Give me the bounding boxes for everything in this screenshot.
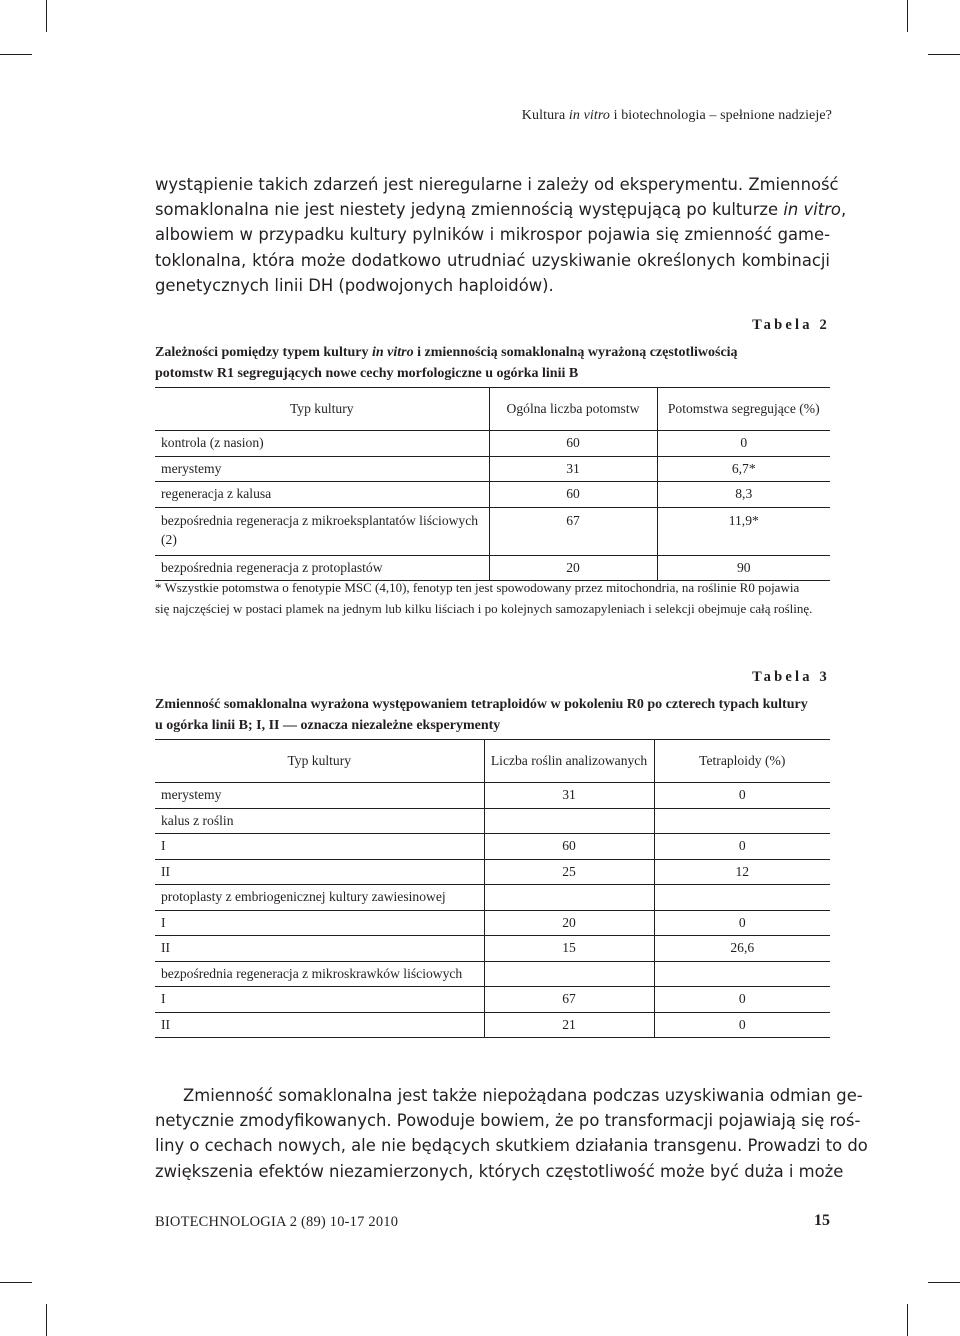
table-cell: 21: [484, 1012, 654, 1038]
table3-label: Tabela 3: [752, 669, 830, 685]
table-cell: 60: [489, 482, 657, 508]
table-row: [155, 834, 830, 860]
table-cell: 0: [654, 987, 830, 1013]
table-cell: 20: [484, 910, 654, 936]
table-cell: 20: [489, 555, 657, 581]
table-cell: I: [161, 838, 166, 854]
table2-header-row: [155, 388, 830, 431]
table-cell: bezpośrednia regeneracja z mikroeksplantatów liściowych (2): [161, 512, 479, 547]
table-row: [155, 987, 830, 1013]
table-row: [155, 482, 830, 508]
intro-line: somaklonalna nie jest niestety jedyną zmiennością występującą po kulturze in vitro,: [155, 200, 847, 220]
table-cell: [654, 885, 830, 911]
crop-mark: [928, 1282, 960, 1283]
table-cell: 25: [484, 859, 654, 885]
table3-header: Liczba roślin analizowanych: [484, 740, 654, 783]
crop-mark: [0, 54, 32, 55]
table2-label: Tabela 2: [752, 317, 830, 333]
table3-header: Typ kultury: [287, 753, 352, 768]
crop-mark: [907, 0, 908, 32]
table-row: [155, 783, 830, 809]
running-head-part1: Kultura: [521, 108, 569, 123]
closing-line: zwiększenia efektów niezamierzonych, których częstotliwość może być duża i może: [155, 1161, 844, 1181]
table-row: [155, 936, 830, 962]
table-cell: kalus z roślin: [161, 812, 234, 828]
crop-mark: [46, 0, 47, 32]
crop-mark: [907, 1304, 908, 1336]
table-cell: II: [161, 1016, 171, 1032]
table-cell: 67: [484, 987, 654, 1013]
table-cell: 0: [657, 431, 830, 457]
table2-header: Typ kultury: [289, 401, 354, 416]
table-cell: [484, 961, 654, 987]
table-cell: protoplasty z embriogenicznej kultury zawiesinowej: [161, 889, 446, 905]
table-cell: [654, 808, 830, 834]
running-head-italic: in vitro: [568, 108, 610, 123]
crop-mark: [0, 1282, 32, 1283]
table-cell: I: [161, 991, 166, 1007]
table-cell: regeneracja z kalusa: [161, 486, 272, 502]
table-row: [155, 431, 830, 457]
journal-citation: BIOTECHNOLOGIA 2 (89) 10-17 2010: [155, 1214, 399, 1230]
table-row: [155, 507, 830, 555]
table2-caption: [155, 342, 830, 384]
table2-header: Ogólna liczba potomstw: [489, 388, 657, 431]
table3-header-row: [155, 740, 830, 783]
closing-paragraph: [155, 1083, 868, 1184]
footnote-line: * Wszystkie potomstwa o fenotypie MSC (4,10), fenotyp ten jest spowodowany przez mitochondria, na roślinie R0 pojawia: [155, 580, 800, 595]
table-cell: bezpośrednia regeneracja z protoplastów: [161, 559, 383, 575]
table-row: [155, 885, 830, 911]
table-cell: 8,3: [657, 482, 830, 508]
table-cell: 67: [489, 507, 657, 555]
closing-line: Zmienność somaklonalna jest także niepożądana podczas uzyskiwania odmian ge-: [183, 1086, 863, 1105]
page-number: 15: [814, 1212, 830, 1229]
crop-mark: [928, 54, 960, 55]
intro-line: genetycznych linii DH (podwojonych haploidów).: [155, 275, 554, 295]
table-cell: 0: [654, 1012, 830, 1038]
table-cell: bezpośrednia regeneracja z mikroskrawków liściowych: [161, 965, 463, 981]
table-cell: 15: [484, 936, 654, 962]
table-cell: 0: [654, 783, 830, 809]
table-cell: merystemy: [161, 460, 222, 476]
table-cell: [484, 808, 654, 834]
table-row: [155, 859, 830, 885]
table-cell: [654, 961, 830, 987]
table2: [155, 387, 830, 581]
table-cell: 12: [654, 859, 830, 885]
table-cell: 26,6: [654, 936, 830, 962]
table3-caption-line: Zmienność somaklonalna wyrażona występowaniem tetraploidów w pokoleniu R0 po czterech typach kultury: [155, 697, 808, 712]
table-cell: kontrola (z nasion): [161, 435, 264, 451]
intro-line: wystąpienie takich zdarzeń jest nieregularne i zależy od eksperymentu. Zmienność: [155, 175, 839, 194]
table2-footnote: [155, 577, 831, 619]
table-cell: II: [161, 863, 171, 879]
table-cell: II: [161, 940, 171, 956]
table2-caption-line: potomstw R1 segregujących nowe cechy morfologiczne u ogórka linii B: [155, 366, 579, 381]
table-row: [155, 808, 830, 834]
intro-line: toklonalna, która może dodatkowo utrudniać uzyskiwanie określonych kombinacji: [155, 250, 830, 270]
table-cell: 60: [484, 834, 654, 860]
closing-line: netycznie zmodyfikowanych. Powoduje bowiem, że po transformacji pojawiają się roś-: [155, 1111, 861, 1131]
closing-line: liny o cechach nowych, ale nie będących skutkiem działania transgenu. Prowadzi to do: [155, 1136, 868, 1156]
table3-caption: [155, 694, 830, 736]
running-head: [522, 108, 832, 124]
table2-header: Potomstwa segregujące (%): [657, 388, 830, 431]
crop-mark: [46, 1304, 47, 1336]
table-cell: 31: [489, 456, 657, 482]
table3-caption-line: u ogórka linii B; I, II — oznacza niezależne eksperymenty: [155, 718, 501, 733]
running-head-part2: i biotechnologia – spełnione nadzieje?: [610, 108, 832, 123]
table-row: [155, 1012, 830, 1038]
table-cell: I: [161, 914, 166, 930]
table2-caption-line: Zależności pomiędzy typem kultury in vitro i zmiennością somaklonalną wyrażoną częstotliwością: [155, 345, 738, 360]
table-row: [155, 961, 830, 987]
table-cell: 60: [489, 431, 657, 457]
table-cell: 31: [484, 783, 654, 809]
table-cell: 6,7*: [657, 456, 830, 482]
footnote-line: się najczęściej w postaci plamek na jednym lub kilku liściach i po kolejnych samozapyleniach i selekcji obejmuje całą roślinę.: [155, 601, 813, 616]
table-cell: 0: [654, 910, 830, 936]
table-row: [155, 456, 830, 482]
table-row: [155, 910, 830, 936]
intro-paragraph: [155, 172, 847, 298]
intro-line: albowiem w przypadku kultury pylników i mikrospor pojawia się zmienność game-: [155, 225, 830, 245]
table-cell: 0: [654, 834, 830, 860]
table-cell: 11,9*: [657, 507, 830, 555]
table-cell: merystemy: [161, 787, 222, 803]
table3-header: Tetraploidy (%): [654, 740, 830, 783]
table-cell: [484, 885, 654, 911]
table-cell: 90: [657, 555, 830, 581]
table3: [155, 739, 830, 1038]
